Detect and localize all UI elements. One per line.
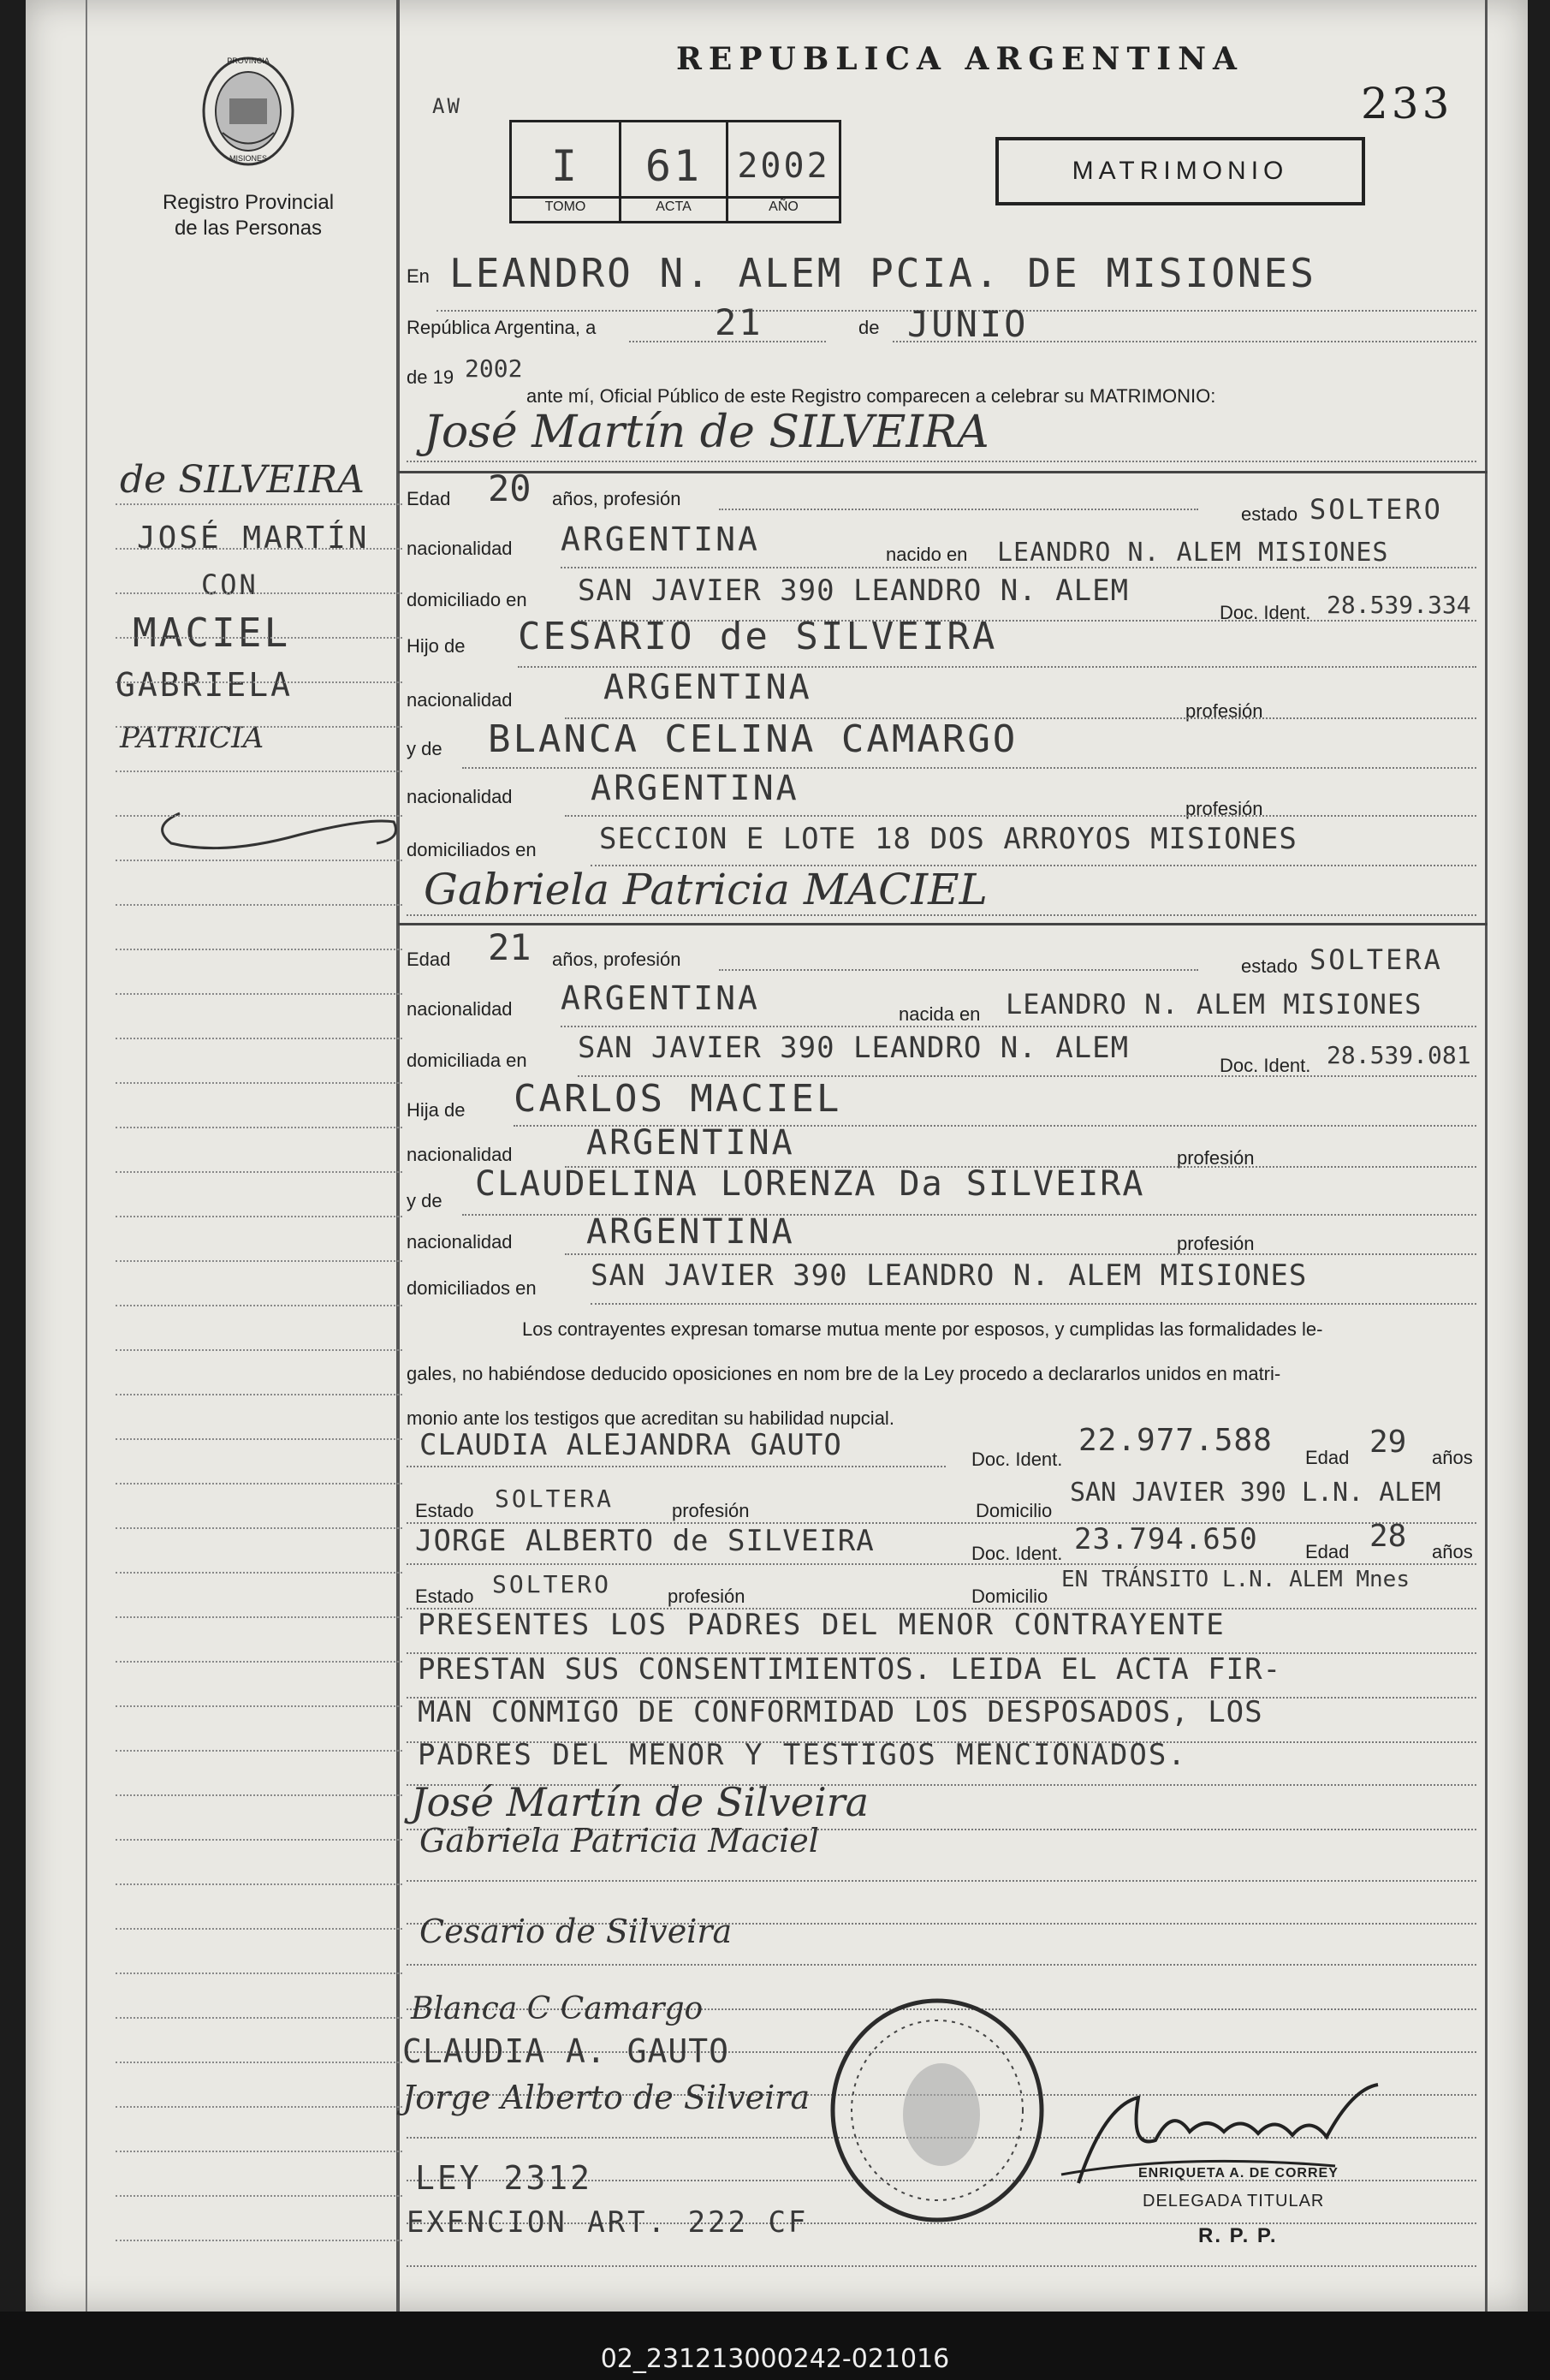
right-border-line — [1485, 0, 1488, 2312]
groom-father-nac-label: nacionalidad — [407, 689, 513, 711]
annotation-mark: AW — [432, 94, 462, 118]
margin-second-bride: PATRICIA — [120, 721, 264, 755]
declaration-line-1: Los contrayentes expresan tomarse mutua mente por esposos, y cumplidas las formalidades le- — [522, 1318, 1323, 1340]
official-rpp: R. P. P. — [1198, 2224, 1278, 2247]
year-field: 2002 — [465, 354, 523, 383]
groom-nac: ARGENTINA — [561, 521, 760, 558]
tomo-value: I — [550, 141, 580, 191]
bride-estado: SOLTERA — [1309, 943, 1443, 976]
witness1-estado-label: Estado — [415, 1500, 474, 1521]
groom-estado: SOLTERO — [1309, 493, 1443, 526]
bride-dom-label: domiciliada en — [407, 1050, 527, 1071]
groom-hijo-label: Hijo de — [407, 635, 466, 657]
bride-estado-label: estado — [1241, 955, 1298, 977]
margin-rule-line — [116, 2062, 402, 2063]
witness2-estado: SOLTERO — [492, 1570, 612, 1598]
witness2-name: JORGE ALBERTO de SILVEIRA — [415, 1524, 875, 1558]
witness2-dom-label: Domicilio — [971, 1586, 1048, 1607]
ley-note: LEY 2312 — [415, 2159, 593, 2197]
bride-mother-prof-label: profesión — [1177, 1233, 1255, 1254]
tomo-label: TOMO — [544, 199, 586, 214]
margin-rule-line — [116, 1483, 402, 1485]
bride-father: CARLOS MACIEL — [514, 1077, 842, 1121]
record-box — [509, 120, 841, 223]
bride-parents-dom: SAN JAVIER 390 LEANDRO N. ALEM MISIONES — [591, 1258, 1308, 1293]
margin-rule-line — [116, 2017, 402, 2019]
margin-rule-line — [116, 860, 402, 861]
groom-edad-label: Edad — [407, 488, 451, 509]
document-page — [26, 0, 1528, 2312]
witness1-name: CLAUDIA ALEJANDRA GAUTO — [419, 1428, 842, 1462]
record-type: MATRIMONIO — [1072, 157, 1289, 185]
ano-value: 2002 — [737, 146, 830, 186]
margin-rule-line — [116, 1972, 402, 1974]
groom-father: CESARIO de SILVEIRA — [518, 615, 998, 658]
signature-groom-mother: Blanca C Camargo — [411, 1991, 704, 2026]
witness1-anos-label: años — [1432, 1447, 1473, 1468]
bride-mother-nac-label: nacionalidad — [407, 1231, 513, 1252]
margin-rule-line — [116, 1572, 402, 1574]
bride-father-prof-label: profesión — [1177, 1147, 1255, 1169]
bride-doc-label: Doc. Ident. — [1220, 1055, 1311, 1076]
signature-bride: Gabriela Patricia Maciel — [419, 1822, 819, 1859]
country-title: REPUBLICA ARGENTINA — [676, 41, 1244, 77]
margin-surname-groom: de SILVEIRA — [120, 458, 365, 502]
seal-top-text: PROVINCIA — [227, 57, 270, 65]
witness2-domicilio: EN TRÁNSITO L.N. ALEM Mnes — [1061, 1567, 1410, 1592]
groom-father-nac: ARGENTINA — [603, 668, 812, 707]
bride-name: Gabriela Patricia MACIEL — [424, 865, 988, 914]
margin-rule-line — [116, 1305, 402, 1306]
groom-anos-label: años, profesión — [552, 488, 681, 509]
margin-rule-line — [116, 1082, 402, 1084]
declaration-line-3: monio ante los testigos que acreditan su habilidad nupcial. — [407, 1407, 894, 1429]
bride-mother-nac: ARGENTINA — [586, 1212, 795, 1252]
month-field: JUNIO — [907, 303, 1029, 345]
margin-rule-line — [116, 2195, 402, 2197]
official-signature-mark — [1053, 2072, 1412, 2204]
margin-divider-line — [396, 0, 400, 2312]
bride-nac-label: nacionalidad — [407, 998, 513, 1020]
bride-mother: CLAUDELINA LORENZA Da SILVEIRA — [475, 1164, 1145, 1204]
en-label: En — [407, 265, 430, 287]
bride-dom: SAN JAVIER 390 LEANDRO N. ALEM — [578, 1031, 1130, 1065]
witness1-edad: 29 — [1369, 1425, 1407, 1460]
de-label: de — [858, 317, 880, 338]
declaration-line-2: gales, no habiéndose deducido oposiciones en nom bre de la Ley procedo a declararlos unidos en matri- — [407, 1363, 1281, 1384]
margin-rule-line — [116, 1794, 402, 1796]
witness2-edad-label: Edad — [1305, 1541, 1350, 1562]
groom-dom: SAN JAVIER 390 LEANDRO N. ALEM — [578, 574, 1130, 608]
margin-rule-line — [116, 771, 402, 772]
groom-edad: 20 — [488, 467, 532, 509]
groom-mother-nac: ARGENTINA — [591, 769, 799, 808]
bride-anos-label: años, profesión — [552, 949, 681, 970]
bride-yde-label: y de — [407, 1190, 442, 1211]
bride-nacida-label: nacida en — [899, 1003, 981, 1025]
record-type-box — [995, 137, 1365, 205]
groom-nac-label: nacionalidad — [407, 538, 513, 559]
year-prefix: de 19 — [407, 366, 454, 388]
margin-rule-line — [116, 1883, 402, 1885]
bride-nacida: LEANDRO N. ALEM MISIONES — [1006, 988, 1422, 1020]
bride-edad-label: Edad — [407, 949, 451, 970]
margin-rule-line — [116, 1038, 402, 1039]
margin-first-groom: JOSÉ MARTÍN — [137, 521, 370, 556]
margin-rule-line — [116, 1394, 402, 1395]
margin-rule-line — [116, 1127, 402, 1128]
margin-rule-line — [116, 2151, 402, 2152]
day-field: 21 — [715, 301, 763, 343]
note-line-4: PADRES DEL MENOR Y TESTIGOS MENCIONADOS. — [418, 1738, 1187, 1772]
left-edge-line — [86, 0, 87, 2312]
margin-rule-line — [116, 548, 402, 550]
margin-surname-bride: MACIEL — [133, 610, 291, 656]
bride-doc: 28.539.081 — [1327, 1041, 1471, 1069]
groom-yde-label: y de — [407, 738, 442, 759]
margin-rule-line — [116, 904, 402, 906]
margin-rule-line — [116, 2240, 402, 2241]
exencion-note: EXENCION ART. 222 CF — [407, 2205, 809, 2240]
signature-groom-father: Cesario de Silveira — [419, 1913, 733, 1950]
groom-estado-label: estado — [1241, 503, 1298, 525]
note-line-3: MAN CONMIGO DE CONFORMIDAD LOS DESPOSADOS, LOS — [418, 1695, 1263, 1729]
witness2-anos-label: años — [1432, 1541, 1473, 1562]
signature-witness2: Jorge Alberto de Silveira — [402, 2079, 811, 2116]
groom-mother-prof-label: profesión — [1185, 798, 1263, 819]
witness1-doc-label: Doc. Ident. — [971, 1449, 1063, 1470]
margin-rule-line — [116, 726, 402, 728]
groom-parents-dom: SECCION E LOTE 18 DOS ARROYOS MISIONES — [599, 822, 1298, 856]
groom-doc: 28.539.334 — [1327, 591, 1471, 619]
margin-rule-line — [116, 1750, 402, 1752]
witness1-prof-label: profesión — [672, 1500, 750, 1521]
groom-mother-nac-label: nacionalidad — [407, 786, 513, 807]
groom-doc-label: Doc. Ident. — [1220, 602, 1311, 623]
margin-rule-line — [116, 1438, 402, 1440]
signature-groom: José Martín de Silveira — [411, 1779, 870, 1825]
registry-title: Registro Provincial de las Personas — [162, 191, 335, 240]
registry-round-stamp — [826, 1995, 1048, 2230]
margin-rule-line — [116, 1616, 402, 1618]
margin-flourish — [145, 796, 402, 869]
scan-caption: 02_231213000242-021016 — [600, 2344, 950, 2374]
bride-domiciliados-label: domiciliados en — [407, 1277, 537, 1299]
groom-mother: BLANCA CELINA CAMARGO — [488, 717, 1018, 761]
note-line-1: PRESENTES LOS PADRES DEL MENOR CONTRAYENTE — [418, 1608, 1226, 1642]
acta-value: 61 — [644, 141, 703, 191]
witness2-edad: 28 — [1369, 1519, 1407, 1554]
margin-rule-line — [116, 1216, 402, 1217]
note-line-2: PRESTAN SUS CONSENTIMIENTOS. LEIDA EL ACTA FIR- — [418, 1652, 1282, 1687]
witness2-doc: 23.794.650 — [1074, 1522, 1258, 1556]
margin-first-bride: GABRIELA — [116, 666, 294, 704]
intro-sentence: ante mí, Oficial Público de este Registro comparecen a celebrar su MATRIMONIO: — [526, 385, 1216, 407]
witness1-doc: 22.977.588 — [1078, 1423, 1273, 1458]
acta-label: ACTA — [656, 199, 692, 214]
groom-nacido-label: nacido en — [886, 544, 968, 565]
margin-rule-line — [116, 637, 402, 639]
groom-father-prof-label: profesión — [1185, 700, 1263, 722]
groom-name: José Martín de SILVEIRA — [424, 407, 989, 458]
margin-rule-line — [116, 592, 402, 594]
bride-father-nac: ARGENTINA — [586, 1123, 795, 1163]
place-field: LEANDRO N. ALEM PCIA. DE MISIONES — [449, 250, 1316, 296]
witness2-estado-label: Estado — [415, 1586, 474, 1607]
margin-rule-line — [116, 1527, 402, 1529]
witness1-edad-label: Edad — [1305, 1447, 1350, 1468]
bride-father-nac-label: nacionalidad — [407, 1144, 513, 1165]
witness1-dom-label: Domicilio — [976, 1500, 1053, 1521]
official-title: DELEGADA TITULAR — [1143, 2192, 1325, 2210]
signature-witness1: CLAUDIA A. GAUTO — [402, 2032, 730, 2070]
groom-nacido: LEANDRO N. ALEM MISIONES — [997, 538, 1389, 568]
official-name: ENRIQUETA A. DE CORREY — [1138, 2166, 1339, 2181]
page-number: 233 — [1361, 79, 1453, 128]
bride-edad: 21 — [488, 926, 532, 968]
margin-rule-line — [116, 2106, 402, 2108]
margin-rule-line — [116, 1260, 402, 1262]
margin-rule-line — [116, 1661, 402, 1663]
witness1-domicilio: SAN JAVIER 390 L.N. ALEM — [1070, 1478, 1441, 1508]
witness2-doc-label: Doc. Ident. — [971, 1543, 1063, 1564]
witness1-estado: SOLTERA — [495, 1485, 615, 1513]
republica-label: República Argentina, a — [407, 317, 597, 338]
bride-hija-label: Hija de — [407, 1099, 466, 1121]
margin-rule-line — [116, 1171, 402, 1173]
margin-rule-line — [116, 993, 402, 995]
margin-rule-line — [116, 815, 402, 817]
margin-rule-line — [116, 949, 402, 950]
margin-rule-line — [116, 1349, 402, 1351]
province-seal — [197, 51, 300, 171]
groom-domiciliados-label: domiciliados en — [407, 839, 537, 860]
margin-rule-line — [116, 503, 402, 505]
seal-bottom-text: MISIONES — [229, 154, 267, 163]
margin-rule-line — [116, 1928, 402, 1930]
margin-rule-line — [116, 1705, 402, 1707]
ano-label: AÑO — [769, 199, 799, 214]
witness2-prof-label: profesión — [668, 1586, 745, 1607]
margin-con: CON — [201, 568, 258, 601]
groom-dom-label: domiciliado en — [407, 589, 527, 610]
margin-rule-line — [116, 1839, 402, 1841]
bride-nac: ARGENTINA — [561, 979, 760, 1017]
margin-rule-line — [116, 681, 402, 683]
